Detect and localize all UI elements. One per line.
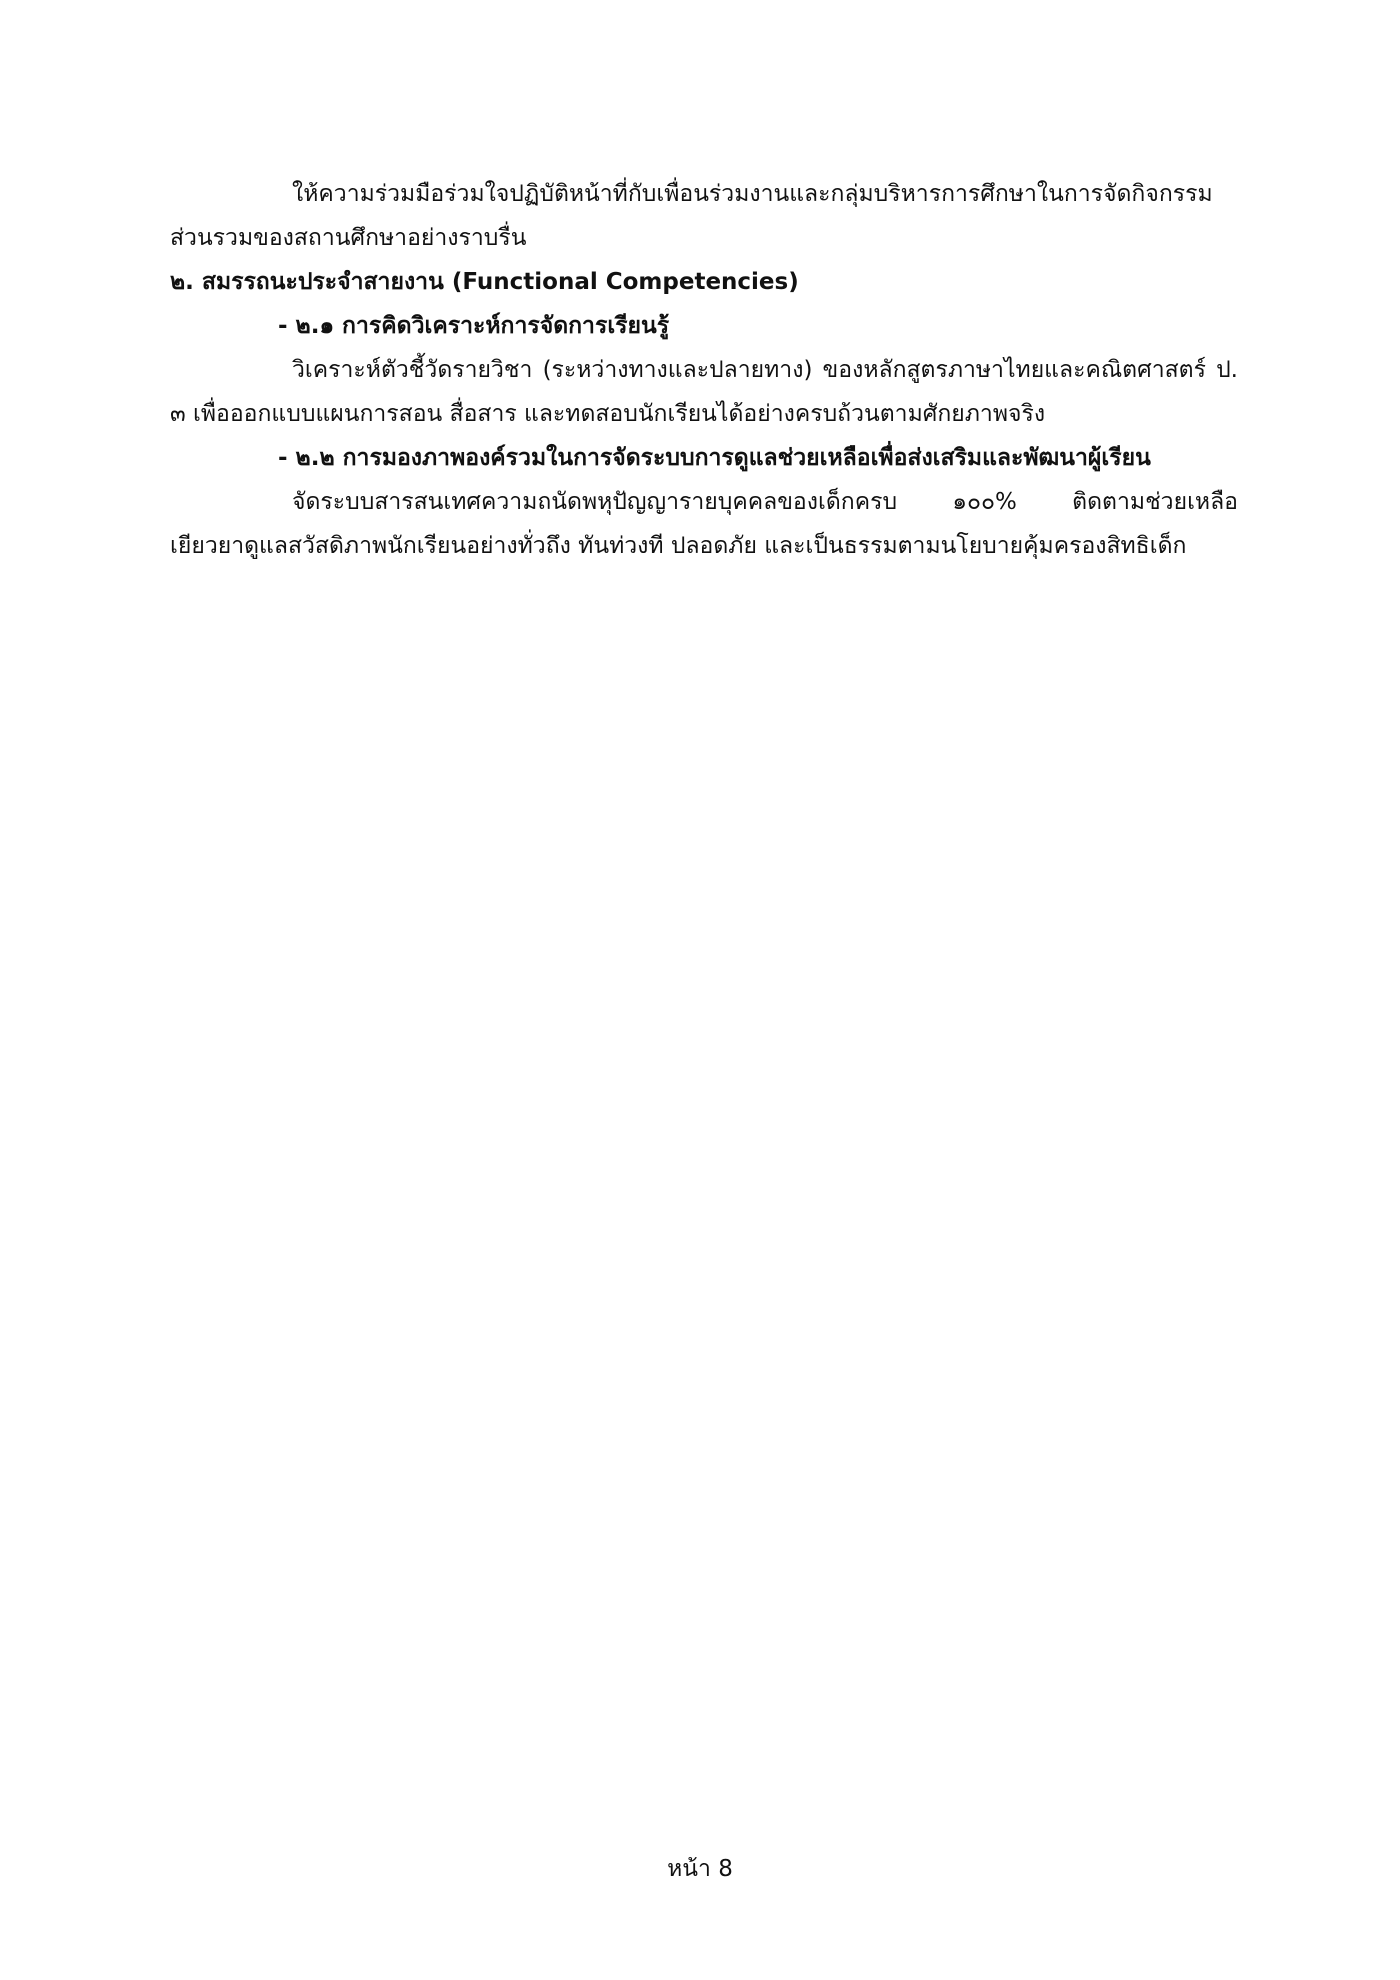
subsection-2-1-line-2: ๓ เพื่อออกแบบแผนการสอน สื่อสาร และทดสอบนักเรียนได้อย่างครบถ้วนตามศักยภาพจริง: [170, 401, 1046, 427]
subsection-2-1-line-1: วิเคราะห์ตัวชี้วัดรายวิชา (ระหว่างทางและปลายทาง) ของหลักสูตรภาษาไทยและคณิตศาสตร์ ป.: [292, 357, 1238, 383]
subsection-2-2-line-1: จัดระบบสารสนเทศความถนัดพหุปัญญารายบุคคลของเด็กครบ ๑๐๐% ติดตามช่วยเหลือ: [292, 489, 1238, 515]
subsection-2-2-heading: - ๒.๒ การมองภาพองค์รวมในการจัดระบบการดูแลช่วยเหลือเพื่อส่งเสริมและพัฒนาผู้เรียน: [278, 445, 1151, 471]
section-2-heading: ๒. สมรรถนะประจำสายงาน (Functional Competencies): [170, 269, 799, 295]
intro-paragraph-line-1: ให้ความร่วมมือร่วมใจปฏิบัติหน้าที่กับเพื่อนร่วมงานและกลุ่มบริหารการศึกษาในการจัดกิจกรรม: [292, 181, 1213, 207]
document-body: [170, 172, 1238, 568]
intro-paragraph-line-2: ส่วนรวมของสถานศึกษาอย่างราบรื่น: [170, 225, 527, 251]
page-number: หน้า 8: [667, 1856, 733, 1882]
subsection-2-2-line-2: เยียวยาดูแลสวัสดิภาพนักเรียนอย่างทั่วถึง ทันท่วงที ปลอดภัย และเป็นธรรมตามนโยบายคุ้มครองสิทธิเด็ก: [170, 533, 1187, 559]
subsection-2-1-heading: - ๒.๑ การคิดวิเคราะห์การจัดการเรียนรู้: [278, 313, 670, 339]
